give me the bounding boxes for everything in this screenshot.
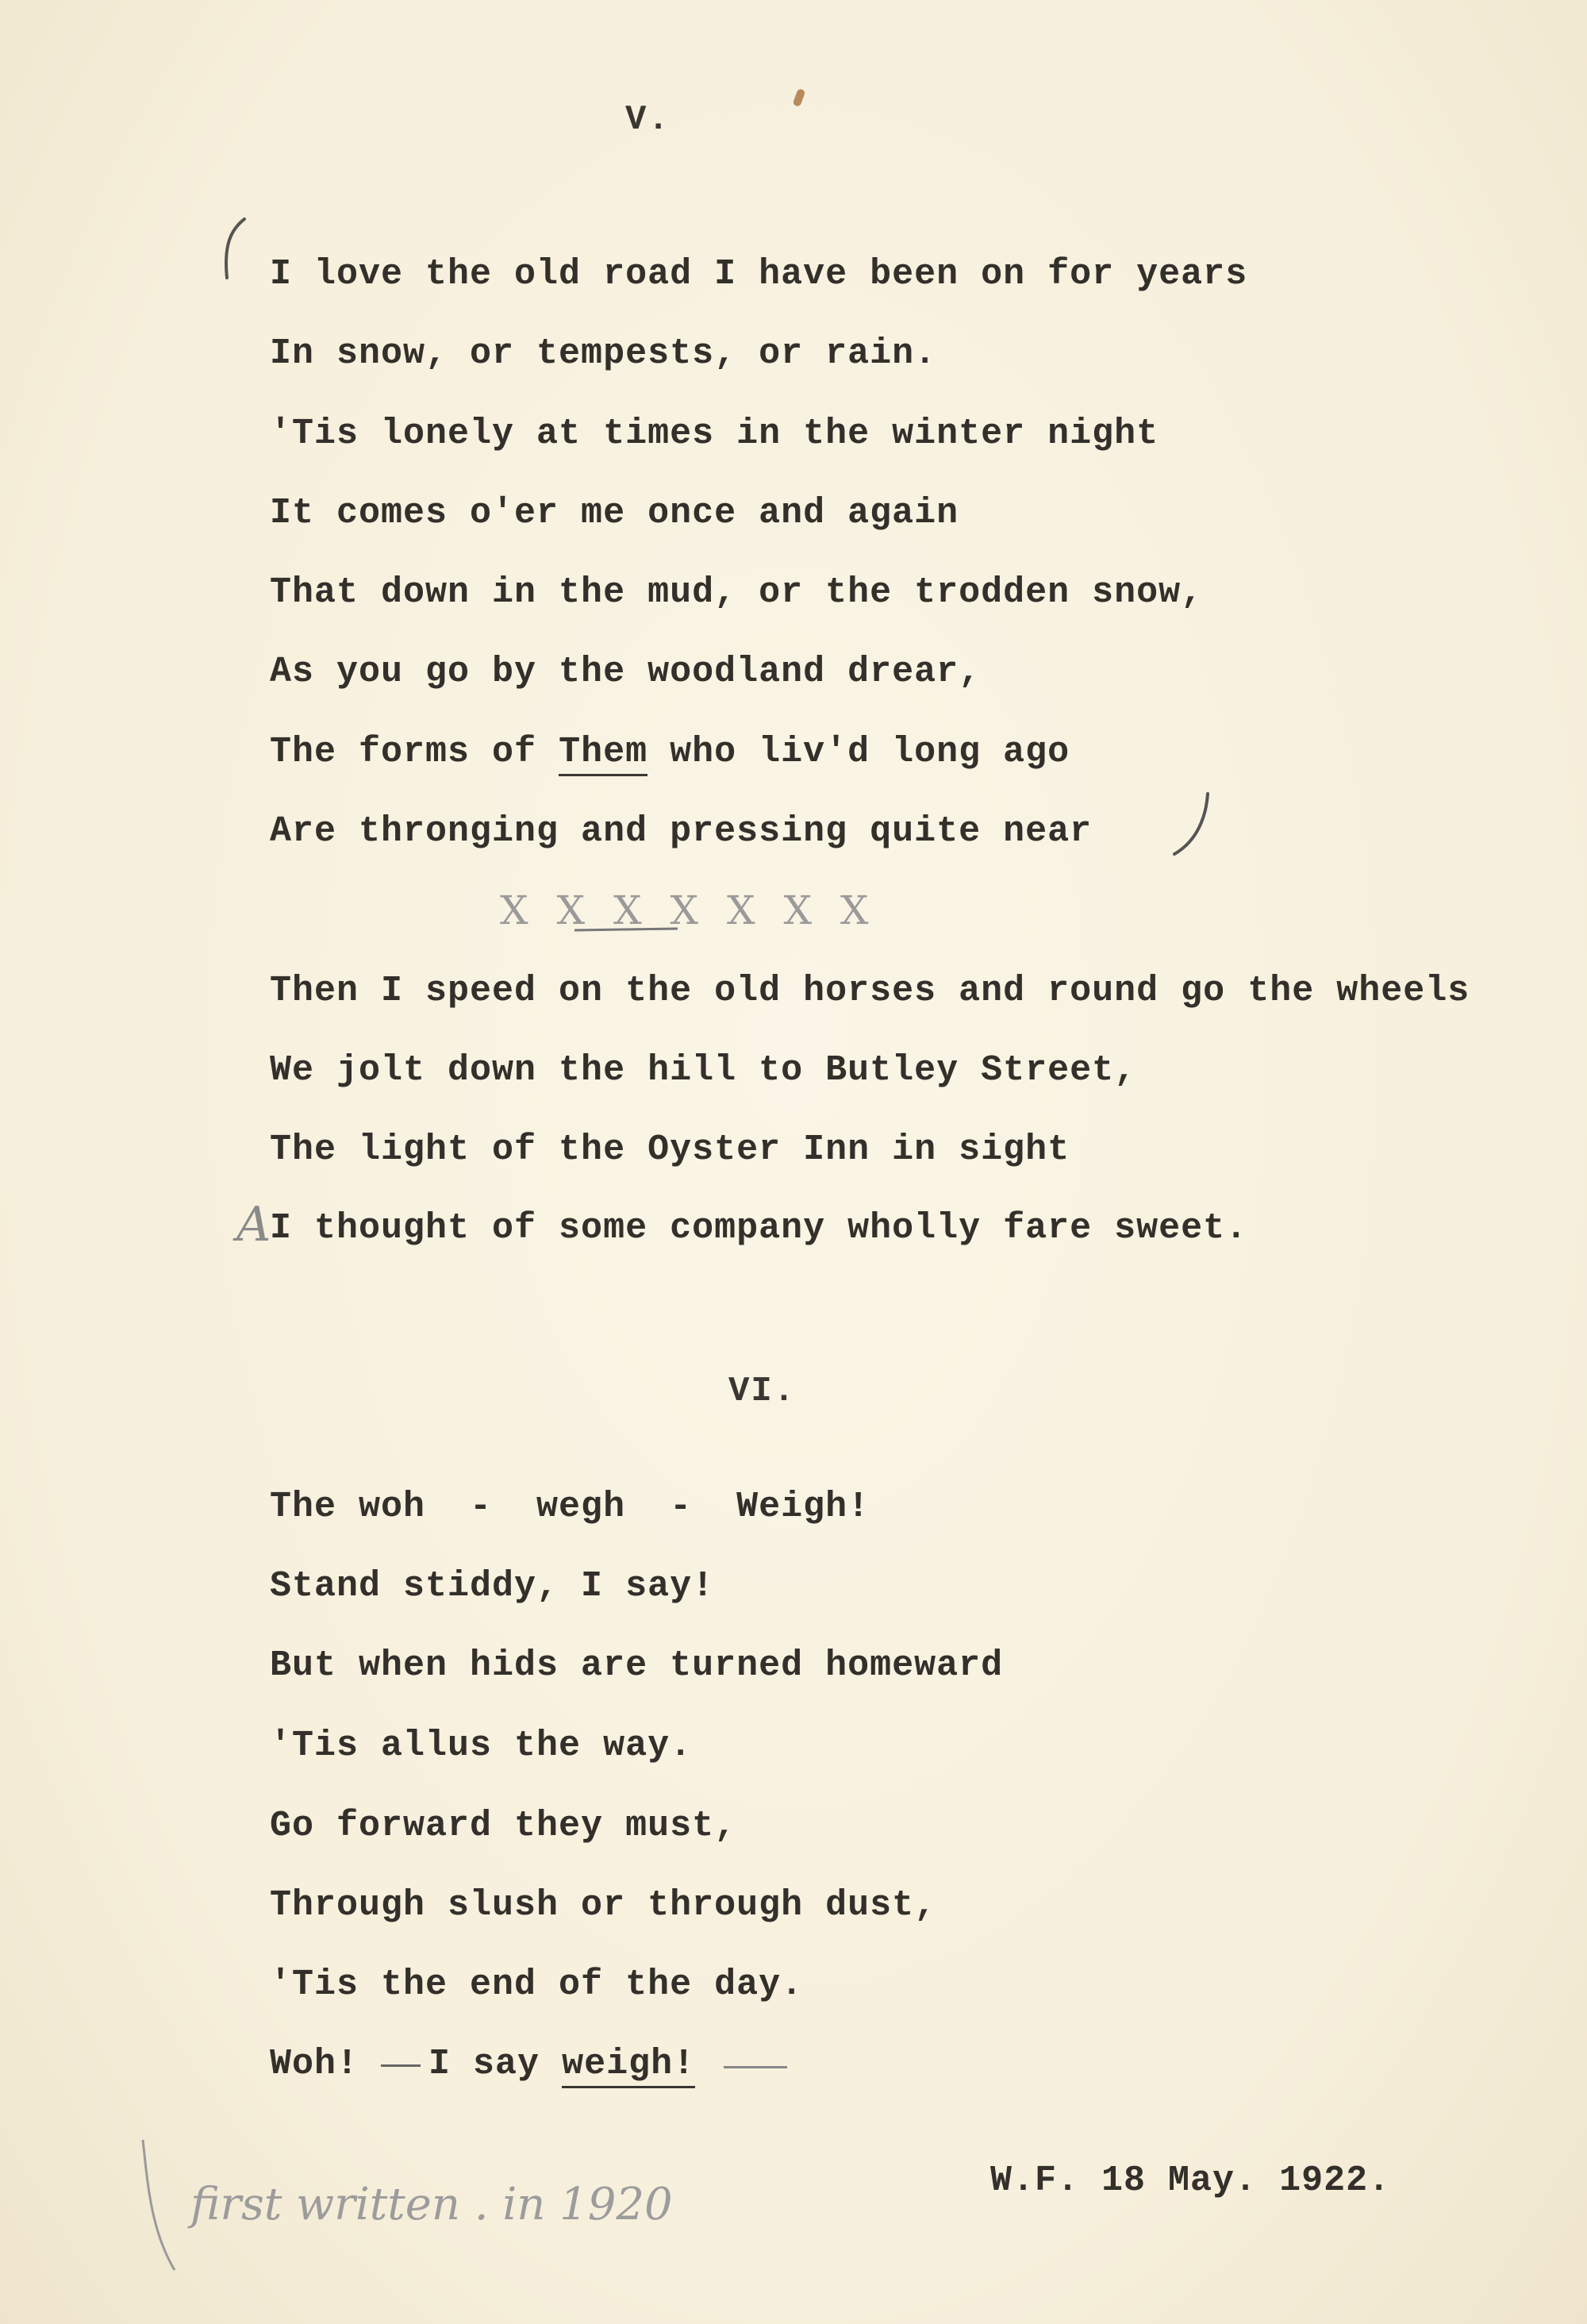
line-text: who liv'd long ago bbox=[647, 732, 1070, 772]
line-text: The forms of bbox=[270, 732, 559, 772]
pencil-bracket-mark bbox=[213, 214, 252, 286]
date: 18 May. 1922. bbox=[1101, 2160, 1391, 2201]
pencil-bracket-close-mark bbox=[1166, 786, 1222, 865]
poem-line: We jolt down the hill to Butley Street, bbox=[270, 1050, 1137, 1091]
poem-line: That down in the mud, or the trodden snow, bbox=[270, 572, 1204, 613]
poem-line: Then I speed on the old horses and round go the wheels bbox=[270, 971, 1470, 1011]
signature-date bbox=[990, 2160, 1390, 2201]
pencil-cross-separator: X X X X X X X bbox=[500, 887, 877, 933]
poem-line: I love the old road I have been on for years bbox=[270, 254, 1248, 294]
poem-line: Go forward they must, bbox=[270, 1806, 737, 1846]
pencil-dash bbox=[381, 2064, 421, 2067]
pencil-note: first written . in 1920 bbox=[190, 2179, 673, 2230]
section-v-heading: V. bbox=[625, 100, 671, 140]
section-vi-heading: VI. bbox=[728, 1372, 797, 1411]
poem-line: 'Tis the end of the day. bbox=[270, 1964, 804, 2005]
poem-line: The woh - wegh - Weigh! bbox=[270, 1487, 870, 1527]
poem-line: I thought of some company wholly fare sweet. bbox=[270, 1208, 1248, 1249]
underlined-word: weigh! bbox=[562, 2044, 695, 2088]
line-text: Woh! bbox=[270, 2044, 382, 2084]
poem-line: 'Tis lonely at times in the winter night bbox=[270, 414, 1159, 454]
poem-line-with-underline bbox=[270, 732, 1070, 772]
poem-line: But when hids are turned homeward bbox=[270, 1645, 1004, 1686]
underlined-word: Them bbox=[559, 732, 647, 776]
poem-line: The light of the Oyster Inn in sight bbox=[270, 1129, 1070, 1170]
line-text: I say bbox=[428, 2044, 563, 2084]
pencil-correction: A bbox=[236, 1197, 271, 1252]
poem-line: As you go by the woodland drear, bbox=[270, 652, 982, 692]
poem-line: Are thronging and pressing quite near bbox=[270, 811, 1093, 852]
poem-line: In snow, or tempests, or rain. bbox=[270, 333, 937, 374]
poem-line: 'Tis allus the way. bbox=[270, 1726, 693, 1766]
poem-line: It comes o'er me once and again bbox=[270, 493, 959, 533]
poem-line: Through slush or through dust, bbox=[270, 1885, 937, 1926]
poem-line: Stand stiddy, I say! bbox=[270, 1566, 715, 1606]
pencil-dot-mark bbox=[793, 88, 806, 107]
pencil-bracket-footer-mark bbox=[127, 2135, 190, 2278]
initials: W.F. bbox=[990, 2160, 1080, 2201]
pencil-dash bbox=[724, 2066, 787, 2068]
poem-final-line bbox=[270, 2044, 787, 2084]
